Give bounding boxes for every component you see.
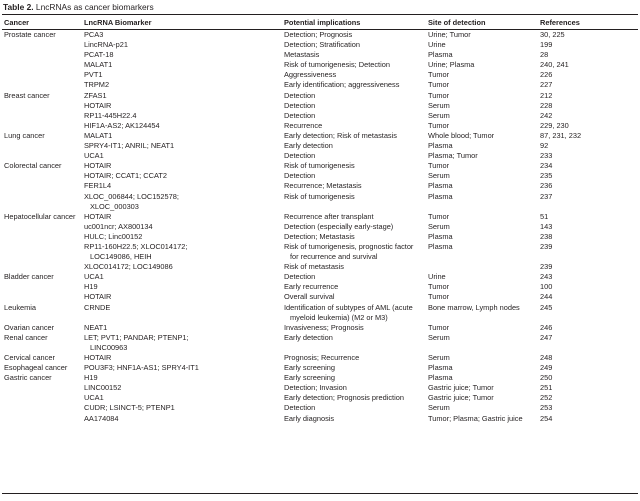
cell-references: 240, 241: [540, 60, 569, 70]
cell-implications: Metastasis: [284, 50, 320, 60]
cell-references: 245: [540, 302, 553, 312]
cell-references: 234: [540, 161, 553, 171]
table-row: [2, 70, 638, 80]
cell-cancer: [2, 343, 82, 353]
cell-implications: for recurrence and survival: [290, 252, 378, 262]
cell-cancer: [2, 232, 82, 242]
cell-biomarker: LET; PVT1; PANDAR; PTENP1;: [84, 332, 189, 342]
header-rule: [2, 29, 638, 30]
table-row: [2, 30, 638, 40]
cell-biomarker: HOTAIR: [84, 211, 112, 221]
cell-site: Bone marrow, Lymph nodes: [428, 302, 520, 312]
cell-references: 100: [540, 282, 553, 292]
cell-cancer: [2, 60, 82, 70]
cell-implications: Recurrence: [284, 120, 323, 130]
cell-biomarker: PVT1: [84, 70, 103, 80]
cell-biomarker: TRPM2: [84, 80, 110, 90]
cell-implications: Early identification; aggressiveness: [284, 80, 400, 90]
table-row: [2, 80, 638, 90]
cell-biomarker: ZFAS1: [84, 90, 107, 100]
cell-site: Tumor: [428, 80, 450, 90]
cell-site: [426, 202, 538, 212]
cell-biomarker: H19: [84, 373, 98, 383]
cell-implications: Risk of metastasis: [284, 262, 344, 272]
cell-biomarker: LINC00152: [84, 383, 122, 393]
header-row: [2, 15, 638, 30]
table-row: [2, 403, 638, 413]
cell-cancer: [2, 171, 82, 181]
header-references: References: [540, 18, 580, 27]
cell-references: [538, 343, 638, 353]
table-row: [2, 252, 638, 262]
table-row: [2, 60, 638, 70]
cell-biomarker: UCA1: [84, 151, 104, 161]
table-row: [2, 111, 638, 121]
cell-references: 228: [540, 100, 553, 110]
cell-implications: Detection: [284, 171, 316, 181]
cell-references: 242: [540, 110, 553, 120]
cell-cancer: Esophageal cancer: [4, 363, 68, 373]
cell-site: Plasma: [428, 141, 453, 151]
cell-biomarker: RP11-160H22.5; XLOC014172;: [84, 241, 188, 251]
cell-site: Serum: [428, 221, 450, 231]
cell-biomarker: CUDR; LSINCT-5; PTENP1: [84, 403, 175, 413]
table-row: [2, 192, 638, 202]
cell-implications: Detection; Metastasis: [284, 231, 355, 241]
table-row: [2, 212, 638, 222]
cell-implications: Early recurrence: [284, 282, 339, 292]
cell-site: Tumor: [428, 292, 450, 302]
header-site: Site of detection: [428, 18, 486, 27]
cell-implications: Early diagnosis: [284, 413, 335, 423]
cell-implications: Detection; Prognosis: [284, 30, 353, 39]
cell-biomarker: HULC; Linc00152: [84, 231, 143, 241]
cell-site: Urine; Tumor: [428, 30, 471, 39]
cell-references: 243: [540, 272, 553, 282]
table-row: [2, 242, 638, 252]
cell-references: 236: [540, 181, 553, 191]
cell-implications: Early detection: [284, 332, 333, 342]
cell-cancer: [2, 192, 82, 202]
cell-site: Tumor; Plasma; Gastric juice: [428, 413, 523, 423]
cell-implications: Early detection; Prognosis prediction: [284, 393, 404, 403]
cell-references: [538, 202, 638, 212]
cell-site: Gastric juice; Tumor: [428, 383, 494, 393]
cell-implications: Prognosis; Recurrence: [284, 353, 360, 362]
cell-implications: Detection: [284, 272, 316, 282]
header-implications: Potential implications: [284, 18, 361, 27]
cell-site: Plasma: [428, 191, 453, 201]
cell-implications: Early screening: [284, 373, 335, 383]
table-body: [2, 30, 638, 424]
cell-site: Serum: [428, 403, 450, 413]
cell-biomarker: HOTAIR: [84, 353, 112, 362]
table-row: [2, 323, 638, 333]
cell-implications: myeloid leukemia) (M2 or M3): [290, 312, 388, 322]
cell-cancer: Renal cancer: [4, 332, 48, 342]
table-row: [2, 131, 638, 141]
cell-implications: Recurrence; Metastasis: [284, 181, 362, 191]
table-row: [2, 151, 638, 161]
cell-site: [426, 343, 538, 353]
cell-implications: Detection: [284, 100, 316, 110]
cell-biomarker: PCA3: [84, 30, 104, 39]
cell-cancer: [2, 70, 82, 80]
table-row: [2, 181, 638, 191]
cell-references: 251: [540, 383, 553, 393]
table-title: LncRNAs as cancer biomarkers: [35, 2, 154, 12]
cell-site: Serum: [428, 110, 450, 120]
cell-references: 229, 230: [540, 120, 569, 130]
header-cancer: Cancer: [4, 18, 30, 27]
table-row: [2, 363, 638, 373]
cell-implications: [282, 343, 426, 353]
cell-site: Plasma: [428, 241, 453, 251]
cell-cancer: [2, 101, 82, 111]
cell-references: 226: [540, 70, 553, 80]
cell-site: Tumor: [428, 211, 450, 221]
cell-references: 51: [540, 211, 549, 221]
cell-biomarker: [82, 313, 282, 323]
cell-implications: Risk of tumorigenesis; Detection: [284, 60, 390, 70]
header-biomarker: LncRNA Biomarker: [84, 18, 152, 27]
cell-biomarker: XLOC_000303: [90, 201, 139, 211]
cell-biomarker: MALAT1: [84, 130, 113, 140]
cell-cancer: [2, 181, 82, 191]
cell-references: 250: [540, 373, 553, 383]
cell-references: 246: [540, 322, 553, 332]
cell-cancer: [2, 383, 82, 393]
cell-cancer: [2, 50, 82, 60]
cell-biomarker: MALAT1: [84, 60, 113, 70]
cell-site: Serum: [428, 171, 450, 181]
cell-cancer: [2, 262, 82, 272]
cell-cancer: [2, 141, 82, 151]
cell-cancer: [2, 313, 82, 323]
cell-references: 28: [540, 50, 549, 60]
cell-implications: Identification of subtypes of AML (acute: [284, 302, 413, 312]
cell-implications: [282, 202, 426, 212]
table-row: [2, 272, 638, 282]
cell-cancer: Colorectal cancer: [4, 161, 62, 171]
table-label: Table 2.: [3, 2, 34, 12]
cell-references: 233: [540, 151, 553, 161]
table-row: [2, 50, 638, 60]
table-row: [2, 121, 638, 131]
cell-references: 252: [540, 393, 553, 403]
biomarker-table: [2, 15, 638, 424]
cell-biomarker: SPRY4-IT1; ANRIL; NEAT1: [84, 141, 175, 151]
cell-site: Urine: [428, 40, 446, 50]
cell-references: 254: [540, 413, 553, 423]
cell-cancer: [2, 414, 82, 424]
cell-site: Tumor: [428, 161, 450, 171]
table-row: [2, 383, 638, 393]
cell-implications: Early detection: [284, 141, 333, 151]
cell-cancer: Bladder cancer: [4, 272, 54, 282]
cell-references: 248: [540, 353, 553, 362]
table-row: [2, 292, 638, 302]
cell-implications: Risk of tumorigenesis: [284, 191, 355, 201]
table-row: [2, 373, 638, 383]
cell-site: [426, 252, 538, 262]
cell-implications: Detection: [284, 403, 316, 413]
cell-implications: Recurrence after transplant: [284, 211, 374, 221]
cell-site: Tumor: [428, 70, 450, 80]
cell-implications: Early detection; Risk of metastasis: [284, 130, 397, 140]
cell-implications: Overall survival: [284, 292, 335, 302]
cell-biomarker: XLOC014172; LOC149086: [84, 262, 173, 272]
cell-references: 143: [540, 221, 553, 231]
cell-references: 237: [540, 191, 553, 201]
table-row: [2, 414, 638, 424]
cell-site: Plasma; Tumor: [428, 151, 478, 161]
table-row: [2, 91, 638, 101]
cell-biomarker: HOTAIR; CCAT1; CCAT2: [84, 171, 167, 181]
cell-implications: Detection (especially early-stage): [284, 221, 394, 231]
cell-references: 87, 231, 232: [540, 130, 582, 140]
cell-implications: Early screening: [284, 363, 335, 373]
cell-implications: Invasiveness; Prognosis: [284, 322, 364, 332]
cell-cancer: [2, 40, 82, 50]
cell-biomarker: LINC00963: [90, 342, 128, 352]
cell-references: 30, 225: [540, 30, 565, 39]
cell-site: Serum: [428, 353, 450, 362]
cell-cancer: Ovarian cancer: [4, 322, 55, 332]
cell-references: [538, 252, 638, 262]
cell-biomarker: HIF1A-AS2; AK124454: [84, 120, 160, 130]
cell-cancer: [2, 111, 82, 121]
cell-cancer: [2, 202, 82, 212]
cell-biomarker: HOTAIR: [84, 100, 112, 110]
cell-biomarker: AA174084: [84, 413, 119, 423]
cell-references: 199: [540, 40, 553, 50]
cell-site: Plasma: [428, 231, 453, 241]
table-row: [2, 303, 638, 313]
cell-biomarker: PCAT-18: [84, 50, 114, 60]
cell-implications: Detection: [284, 90, 316, 100]
cell-references: 235: [540, 171, 553, 181]
bottom-rule: [2, 493, 638, 494]
cell-site: Gastric juice; Tumor: [428, 393, 494, 403]
cell-site: Plasma: [428, 181, 453, 191]
cell-implications: Risk of tumorigenesis, prognostic factor: [284, 241, 414, 251]
cell-cancer: Lung cancer: [4, 130, 45, 140]
cell-biomarker: UCA1: [84, 272, 104, 282]
table-row: [2, 171, 638, 181]
cell-cancer: [2, 242, 82, 252]
cell-references: 212: [540, 90, 553, 100]
table-row: [2, 343, 638, 353]
cell-site: Plasma: [428, 373, 453, 383]
table-caption: [3, 0, 154, 14]
table-row: [2, 313, 638, 323]
cell-biomarker: XLOC_006844; LOC152578;: [84, 191, 179, 201]
cell-references: 247: [540, 332, 553, 342]
cell-cancer: [2, 282, 82, 292]
cell-cancer: [2, 292, 82, 302]
cell-site: Plasma: [428, 363, 453, 373]
cell-implications: Risk of tumorigenesis: [284, 161, 355, 171]
cell-cancer: Prostate cancer: [4, 30, 56, 39]
cell-cancer: [2, 80, 82, 90]
cell-cancer: Breast cancer: [4, 90, 50, 100]
cell-biomarker: UCA1: [84, 393, 104, 403]
cell-biomarker: RP11-445H22.4: [84, 110, 137, 120]
cell-biomarker: HOTAIR: [84, 292, 112, 302]
table-row: [2, 393, 638, 403]
cell-site: Tumor: [428, 90, 450, 100]
cell-site: Tumor: [428, 322, 450, 332]
table-row: [2, 353, 638, 363]
cell-cancer: [2, 403, 82, 413]
table-row: [2, 262, 638, 272]
cell-site: Urine: [428, 272, 446, 282]
cell-references: [538, 313, 638, 323]
table-row: [2, 40, 638, 50]
cell-biomarker: POU3F3; HNF1A-AS1; SPRY4-IT1: [84, 363, 199, 373]
cell-cancer: Leukemia: [4, 302, 37, 312]
cell-biomarker: NEAT1: [84, 322, 108, 332]
cell-implications: Detection; Invasion: [284, 383, 347, 393]
cell-biomarker: HOTAIR: [84, 161, 112, 171]
table-row: [2, 202, 638, 212]
cell-implications: Detection; Stratification: [284, 40, 360, 50]
cell-cancer: [2, 252, 82, 262]
cell-implications: Detection: [284, 110, 316, 120]
cell-site: Plasma: [428, 50, 453, 60]
cell-biomarker: CRNDE: [84, 302, 111, 312]
cell-site: Tumor: [428, 120, 450, 130]
cell-cancer: [2, 393, 82, 403]
table-row: [2, 282, 638, 292]
table-row: [2, 161, 638, 171]
cell-references: 253: [540, 403, 553, 413]
cell-cancer: Cervical cancer: [4, 353, 55, 362]
cell-biomarker: H19: [84, 282, 98, 292]
cell-references: 249: [540, 363, 553, 373]
table-row: [2, 141, 638, 151]
cell-references: 244: [540, 292, 553, 302]
cell-site: Urine; Plasma: [428, 60, 475, 70]
cell-biomarker: uc001ncr; AX800134: [84, 221, 153, 231]
cell-references: 92: [540, 141, 549, 151]
cell-biomarker: LincRNA-p21: [84, 40, 128, 50]
cell-biomarker: LOC149086, HEIH: [90, 252, 152, 262]
cell-site: [426, 313, 538, 323]
cell-cancer: Hepatocellular cancer: [4, 211, 76, 221]
cell-references: 227: [540, 80, 553, 90]
cell-implications: Detection: [284, 151, 316, 161]
cell-cancer: Gastric cancer: [4, 373, 52, 383]
table-row: [2, 222, 638, 232]
cell-site: Serum: [428, 332, 450, 342]
cell-cancer: [2, 121, 82, 131]
cell-references: 239: [540, 241, 553, 251]
cell-implications: Aggressiveness: [284, 70, 337, 80]
cell-references: 239: [540, 262, 553, 272]
cell-biomarker: FER1L4: [84, 181, 112, 191]
cell-site: Whole blood; Tumor: [428, 130, 495, 140]
cell-site: Tumor: [428, 282, 450, 292]
cell-cancer: [2, 151, 82, 161]
table-row: [2, 333, 638, 343]
cell-references: 238: [540, 231, 553, 241]
cell-site: Serum: [428, 100, 450, 110]
table-row: [2, 101, 638, 111]
cell-site: [426, 262, 538, 272]
cell-cancer: [2, 222, 82, 232]
table-row: [2, 232, 638, 242]
